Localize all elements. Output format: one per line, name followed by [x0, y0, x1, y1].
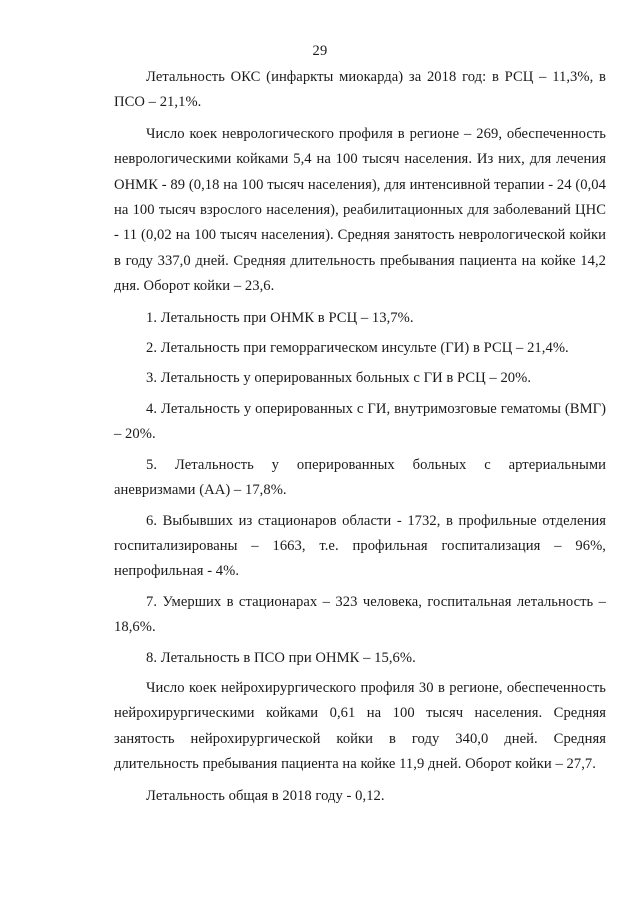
paragraph-oks-mortality: Летальность ОКС (инфаркты миокарда) за 2018 год: в РСЦ – 11,3%, в ПСО – 21,1%.	[114, 69, 606, 111]
list-item-pso-mortality: 8. Летальность в ПСО при ОНМК – 15,6%.	[146, 649, 416, 666]
list-item-deceased: 7. Умерших в стационарах – 323 человека, госпитальная летальность – 18,6%.	[114, 593, 606, 636]
list-item-onmk-mortality: 1. Летальность при ОНМК в РСЦ – 13,7%.	[146, 309, 414, 326]
paragraph-neuro-beds: Число коек неврологического профиля в регионе – 269, обеспеченность неврологическими койками 5,4 на 100 тысяч населения. Из них, для лечения ОНМК - 89 (0,18 на 100 тысяч населения), для интенсивной терапии - 24 (0,04 на 100 тысяч взрослого населения), реабилитационных для заболеваний ЦНС - 11 (0,02 на 100 тысяч населения). Средняя занятость неврологической койки в году 337,0 дней. Средняя длительность пребывания пациента на койке 14,2 дня. Оборот койки – 23,6.	[114, 125, 606, 295]
document-body	[114, 65, 606, 814]
list-item-operated-gi: 3. Летальность у оперированных больных с ГИ в РСЦ – 20%.	[146, 370, 532, 387]
page-number: 29	[312, 43, 328, 59]
list-item-aneurysms: 5. Летальность у оперированных больных с артериальными аневризмами (АА) – 17,8%.	[114, 456, 606, 499]
list-item-hemorrhagic-stroke: 2. Летальность при геморрагическом инсульте (ГИ) в РСЦ – 21,4%.	[146, 340, 569, 357]
list-item-discharged: 6. Выбывших из стационаров области - 1732, в профильные отделения госпитализированы – 1663, т.е. профильная госпитализация – 96%, непрофильная - 4%.	[114, 512, 606, 580]
paragraph-neurosurgical-beds: Число коек нейрохирургического профиля 30 в регионе, обеспеченность нейрохирургическими койками 0,61 на 100 тысяч населения. Средняя занятость нейрохирургической койки в году 340,0 дней. Средняя длительность пребывания пациента на койке 11,9 дней. Оборот койки – 27,7.	[114, 679, 606, 773]
paragraph-total-mortality: Летальность общая в 2018 году - 0,12.	[146, 787, 385, 804]
list-item-operated-vmg: 4. Летальность у оперированных с ГИ, внутримозговые гематомы (ВМГ) – 20%.	[114, 400, 606, 443]
